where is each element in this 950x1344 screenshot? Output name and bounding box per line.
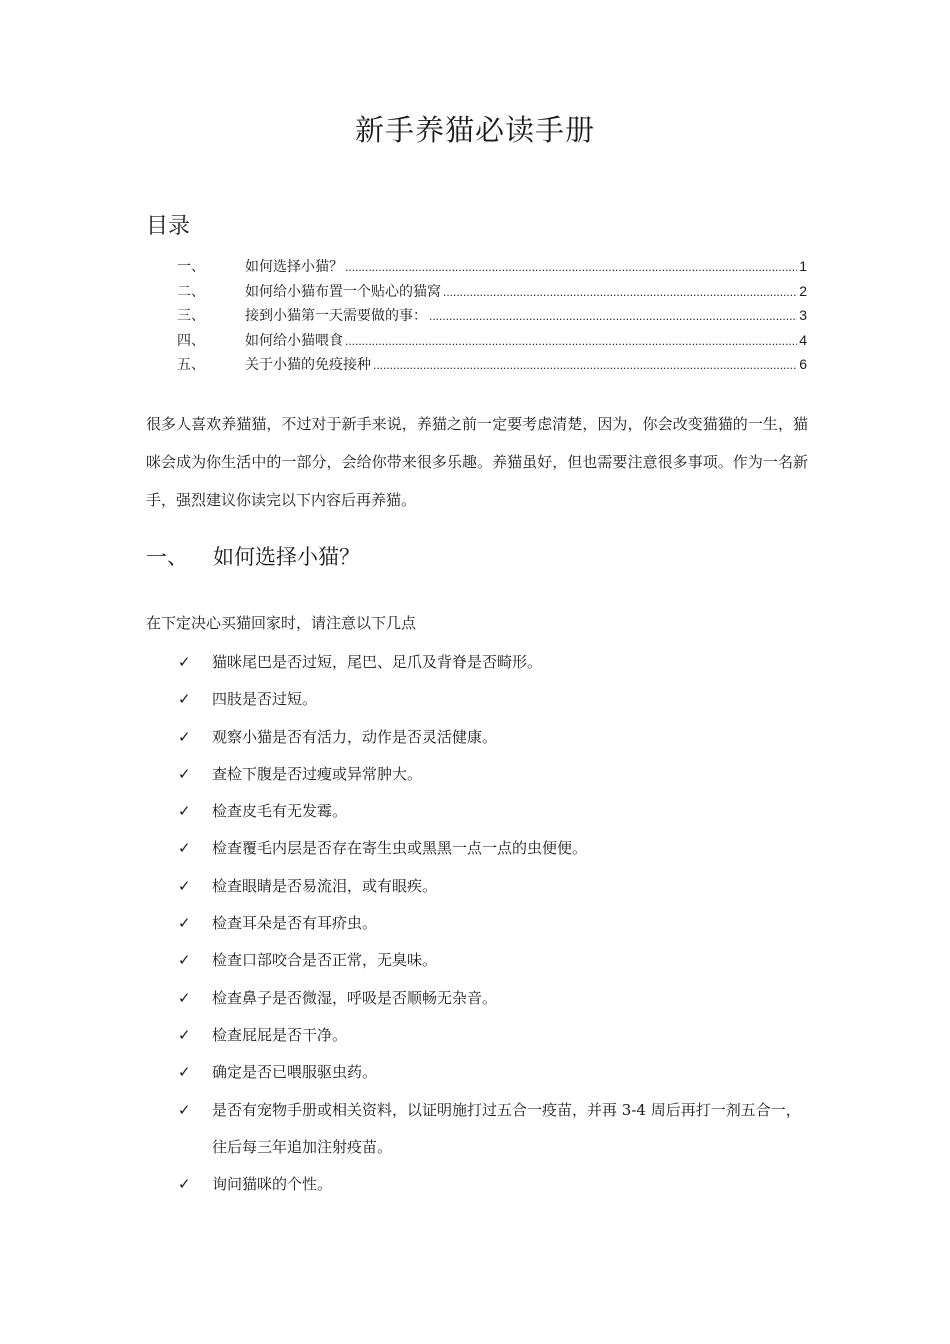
toc-entry-title: 如何给小猫喂食	[245, 332, 343, 349]
toc-entry-page: 2	[799, 282, 807, 299]
toc-entry-page: 1	[799, 258, 807, 274]
checklist-item	[146, 1017, 808, 1054]
toc-entry[interactable]	[177, 281, 807, 306]
toc-entry-number: 一、	[177, 259, 205, 275]
toc-dot-leader	[373, 358, 797, 372]
checklist-item-text: 检查屁屁是否干净。	[212, 1025, 348, 1044]
checkmark-icon: ✓	[178, 1100, 191, 1119]
checkmark-icon: ✓	[178, 690, 191, 709]
section-lead-text: 在下定决心买猫回家时，请注意以下几点	[146, 614, 417, 632]
checkmark-icon: ✓	[178, 727, 191, 746]
toc-entry[interactable]	[177, 330, 807, 355]
toc-entry[interactable]	[177, 305, 807, 330]
toc-heading: 目录	[146, 214, 191, 239]
checklist-item-text: 是否有宠物手册或相关资料，以证明施打过五合一疫苗，并再 3-4 周后再打一剂五合一，往后每三年追加注射疫苗。	[212, 1100, 801, 1156]
toc-entry[interactable]	[177, 256, 807, 281]
checklist-item	[146, 793, 808, 830]
toc-entry-number: 三、	[177, 308, 205, 324]
section-title: 如何选择小猫？	[213, 545, 360, 569]
checkmark-icon: ✓	[178, 988, 191, 1007]
toc-dot-leader	[429, 309, 797, 323]
checklist-item-text: 检查鼻子是否微湿，呼吸是否顺畅无杂音。	[212, 988, 498, 1007]
checkmark-icon: ✓	[178, 802, 191, 821]
checklist-item	[146, 1092, 808, 1167]
toc-entry-page: 4	[799, 331, 807, 348]
checklist-item-text: 观察小猫是否有活力，动作是否灵活健康。	[212, 727, 498, 746]
toc-entry-page: 3	[799, 307, 807, 323]
table-of-contents	[177, 256, 807, 379]
checklist-item	[146, 644, 808, 681]
section-number: 一、	[146, 545, 188, 569]
checklist-item	[146, 942, 808, 979]
checklist-item	[146, 868, 808, 905]
document-title: 新手养猫必读手册	[354, 113, 595, 147]
checklist-item	[146, 719, 808, 756]
checklist-item-text: 询问猫咪的个性。	[212, 1175, 333, 1194]
section-heading	[146, 541, 360, 571]
toc-entry-number: 五、	[177, 357, 205, 373]
checkmark-icon: ✓	[178, 951, 191, 970]
checkmark-icon: ✓	[178, 1175, 191, 1194]
checklist-item	[146, 681, 808, 718]
toc-entry-title: 如何给小猫布置一个贴心的猫窝	[245, 283, 441, 300]
checklist-item-text: 确定是否已喂服驱虫药。	[212, 1063, 378, 1082]
checklist-item	[146, 1054, 808, 1091]
checklist-item-text: 检查眼睛是否易流泪，或有眼疾。	[212, 876, 438, 895]
checklist-item-text: 猫咪尾巴是否过短，尾巴、足爪及背脊是否畸形。	[212, 653, 543, 671]
toc-entry-number: 二、	[177, 283, 205, 300]
toc-dot-leader	[345, 334, 797, 348]
checklist-item-text: 检查皮毛有无发霉。	[212, 802, 348, 821]
checklist-item	[146, 980, 808, 1017]
checklist-item	[146, 830, 808, 867]
checklist-item-text: 检查覆毛内层是否存在寄生虫或黑黑一点一点的虫便便。	[212, 839, 588, 858]
checklist-item	[146, 1166, 808, 1203]
checklist-item-text: 检查口部咬合是否正常，无臭味。	[212, 951, 438, 970]
toc-dot-leader	[443, 285, 797, 299]
toc-entry[interactable]	[177, 354, 807, 379]
checkmark-icon: ✓	[178, 764, 191, 783]
checklist-item-text: 查检下腹是否过瘦或异常肿大。	[212, 764, 423, 783]
toc-dot-leader	[345, 260, 797, 274]
toc-entry-title: 关于小猫的免疫接种	[245, 357, 371, 373]
toc-entry-title: 如何选择小猫？	[245, 259, 343, 275]
checklist-item-text: 检查耳朵是否有耳疥虫。	[212, 914, 378, 933]
intro-paragraph: 很多人喜欢养猫猫，不过对于新手来说，养猫之前一定要考虑清楚，因为，你会改变猫猫的一生，猫咪会成为你生活中的一部分，会给你带来很多乐趣。养猫虽好，但也需要注意很多事项。作为一名新手，强烈建议你读完以下内容后再养猫。	[146, 415, 808, 509]
checkmark-icon: ✓	[178, 876, 191, 895]
checkmark-icon: ✓	[178, 653, 191, 671]
checkmark-icon: ✓	[178, 914, 191, 933]
checklist-item	[146, 905, 808, 942]
checkmark-icon: ✓	[178, 1063, 191, 1082]
checklist	[146, 644, 808, 1203]
toc-entry-page: 6	[799, 356, 807, 372]
toc-entry-title: 接到小猫第一天需要做的事：	[245, 308, 427, 324]
checklist-item-text: 四肢是否过短。	[212, 690, 318, 709]
checkmark-icon: ✓	[178, 839, 191, 858]
toc-entry-number: 四、	[177, 332, 205, 349]
checklist-item	[146, 756, 808, 793]
checkmark-icon: ✓	[178, 1025, 191, 1044]
